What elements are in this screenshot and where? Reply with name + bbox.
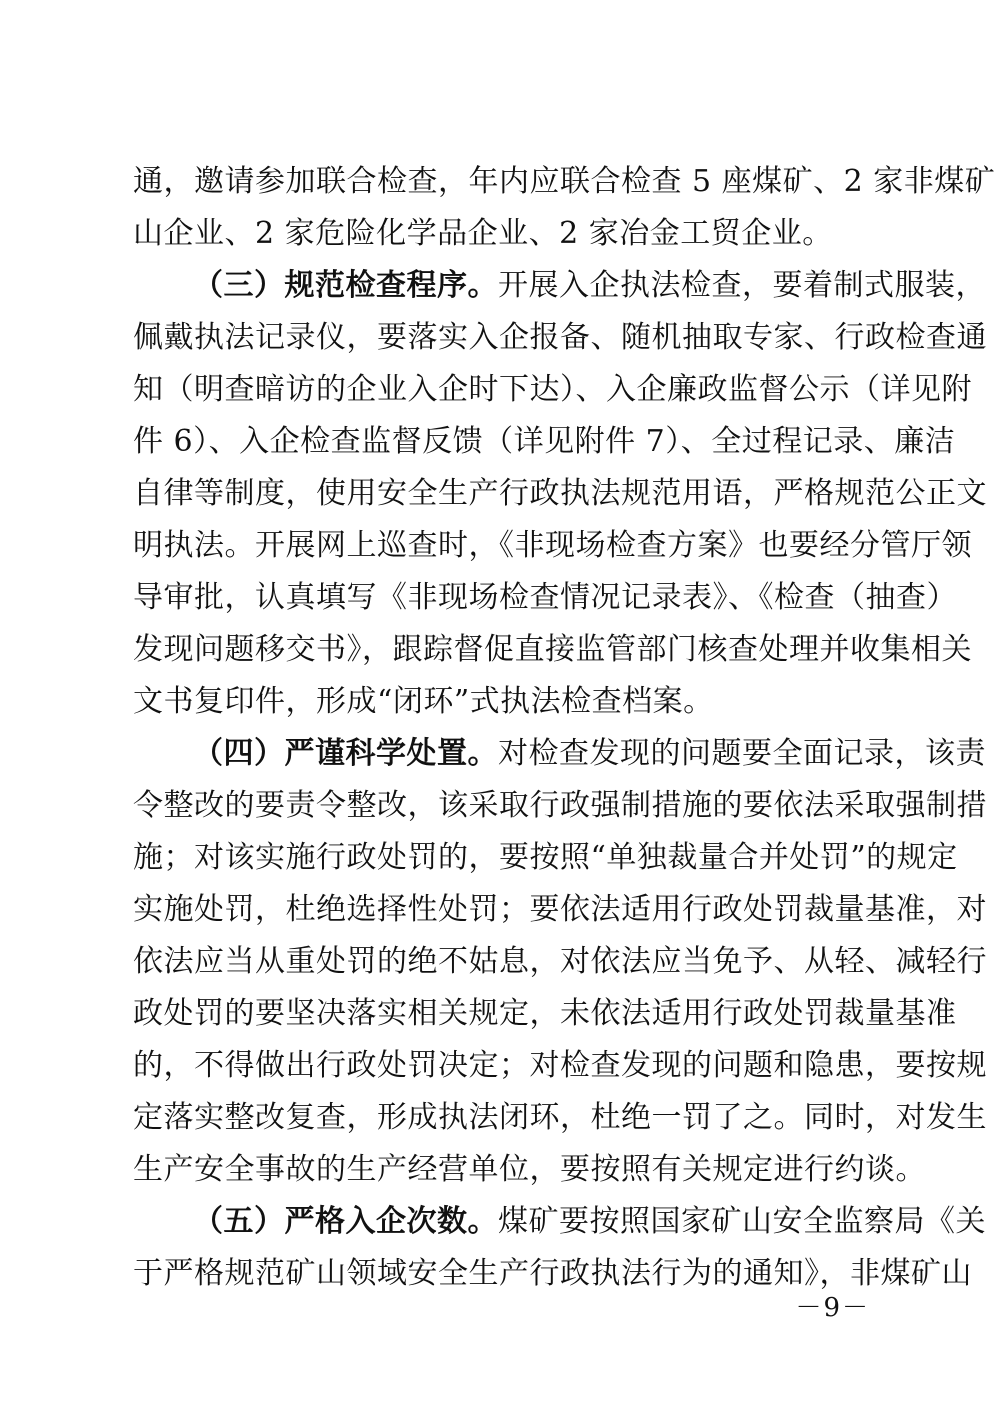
text-line: 令整改的要责令整改，该采取行政强制措施的要依法采取强制措 <box>133 788 987 823</box>
body-text <box>133 156 996 1300</box>
text-line: 于严格规范矿山领域安全生产行政执法行为的通知》，非煤矿山 <box>133 1256 972 1291</box>
text-line: 依法应当从重处罚的绝不姑息，对依法应当免予、从轻、减轻行 <box>133 944 987 979</box>
text-line: 自律等制度，使用安全生产行政执法规范用语，严格规范公正文 <box>133 476 987 511</box>
section-heading-line: （五）严格入企次数。煤矿要按照国家矿山安全监察局《关 <box>193 1204 986 1239</box>
text-line: 生产安全事故的生产经营单位，要按照有关规定进行约谈。 <box>133 1152 926 1187</box>
page-number: －9－ <box>795 1293 870 1323</box>
text-line: 山企业、2 家危险化学品企业、2 家冶金工贸企业。 <box>133 216 833 251</box>
section-heading-5: （五）严格入企次数。 <box>193 1204 498 1239</box>
text-line: 文书复印件，形成“闭环”式执法检查档案。 <box>133 684 714 719</box>
text-line: 实施处罚，杜绝选择性处罚；要依法适用行政处罚裁量基准，对 <box>133 892 987 927</box>
text-line: 政处罚的要坚决落实相关规定，未依法适用行政处罚裁量基准 <box>133 996 957 1031</box>
section-heading-3: （三）规范检查程序。 <box>193 268 498 303</box>
text-line: 导审批，认真填写《非现场检查情况记录表》、《检查（抽查） <box>133 580 957 615</box>
section-heading-line: （三）规范检查程序。开展入企执法检查，要着制式服装， <box>193 268 986 303</box>
text-line: 发现问题移交书》，跟踪督促直接监管部门核查处理并收集相关 <box>133 632 972 667</box>
text-line: 定落实整改复查，形成执法闭环，杜绝一罚了之。同时，对发生 <box>133 1100 987 1135</box>
text-line: 的，不得做出行政处罚决定；对检查发现的问题和隐患，要按规 <box>133 1048 987 1083</box>
text-line: 佩戴执法记录仪，要落实入企报备、随机抽取专家、行政检查通 <box>133 320 987 355</box>
text-line: 件 6）、入企检查监督反馈（详见附件 7）、全过程记录、廉洁 <box>133 424 956 459</box>
text-line: 知（明查暗访的企业入企时下达）、入企廉政监督公示（详见附 <box>133 372 972 407</box>
text-line: 通，邀请参加联合检查，年内应联合检查 5 座煤矿、2 家非煤矿 <box>133 164 996 199</box>
text-line: 施；对该实施行政处罚的，要按照“单独裁量合并处罚”的规定 <box>133 840 958 875</box>
text-line: 明执法。开展网上巡查时，《非现场检查方案》也要经分管厅领 <box>133 528 972 563</box>
section-heading-line: （四）严谨科学处置。对检查发现的问题要全面记录，该责 <box>193 736 986 771</box>
section-heading-4: （四）严谨科学处置。 <box>193 736 498 771</box>
